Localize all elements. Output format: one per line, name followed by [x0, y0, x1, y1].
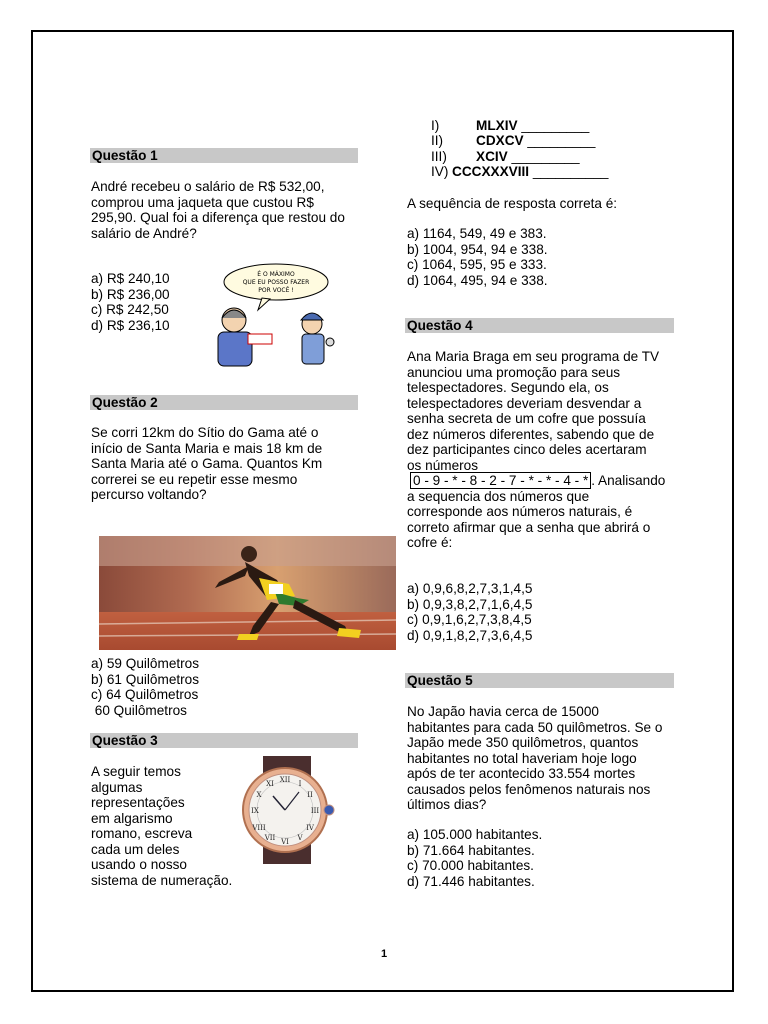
q5-header: Questão 5 [405, 673, 674, 688]
q4-line: dez participantes cinco deles acertaram [407, 442, 647, 457]
q5-options [407, 827, 542, 889]
q2-line: correrei se eu repetir esse mesmo [91, 471, 298, 487]
speech-line: É O MÁXIMO [257, 271, 295, 278]
q4-line: anunciou uma promoção para seus [407, 364, 621, 380]
svg-text:V: V [297, 834, 303, 842]
q4-option: d) 0,9,1,8,2,7,3,6,4,5 [407, 627, 533, 643]
q5-line: Japão mede 350 quilômetros, quantos [407, 735, 639, 750]
q3-option: d) 1064, 495, 94 e 338. [407, 272, 548, 288]
q4-options [407, 581, 532, 643]
q4-line: cofre é: [407, 535, 453, 550]
q3-option: c) 1064, 595, 95 e 333. [407, 257, 547, 272]
q5-line: últimos dias? [407, 797, 487, 812]
q2-header: Questão 2 [90, 395, 358, 410]
q3-question: A sequência de resposta correta é: [407, 196, 618, 211]
q3-line: sistema de numeração. [91, 872, 233, 888]
roman-index: IV) [431, 164, 449, 179]
q3-line: romano, escreva [91, 826, 193, 841]
svg-text:XI: XI [266, 780, 274, 788]
q4-line: . Analisando [591, 473, 666, 488]
q1-option: d) R$ 236,10 [91, 317, 170, 333]
watch-photo [221, 756, 351, 864]
q2-line: início de Santa Maria e mais 18 km de [91, 440, 323, 456]
svg-text:X: X [256, 791, 262, 799]
q1-options [91, 271, 170, 333]
q2-option: b) 61 Quilômetros [91, 671, 200, 687]
svg-text:IV: IV [306, 824, 314, 832]
q5-line: No Japão havia cerca de 15000 [407, 704, 599, 719]
speech-line: POR VOCÊ ! [258, 287, 294, 294]
q5-line: após de ter acontecido 33.554 mortes [407, 766, 636, 781]
q2-option: a) 59 Quilômetros [91, 656, 200, 671]
q5-line: habitantes no total haveriam hoje logo [407, 750, 637, 766]
q5-option: c) 70.000 habitantes. [407, 858, 534, 873]
speech-line: QUE EU POSSO FAZER [242, 279, 310, 286]
roman-value: MLXIV [476, 118, 518, 133]
q3-line: A seguir temos [91, 764, 181, 779]
q5-line: causados pelos fenômenos naturais nos [407, 781, 651, 797]
q2-text [91, 425, 322, 503]
q3-line: cada um deles [91, 841, 180, 857]
roman-index: II) [431, 133, 444, 148]
number-sequence-box: 0 - 9 - * - 8 - 2 - 7 - * - * - 4 - * [410, 472, 591, 489]
q1-option: c) R$ 242,50 [91, 302, 169, 317]
q4-line: telespectadores. Segundo ela, os [407, 380, 609, 395]
q1-text [91, 179, 345, 241]
q5-text [407, 704, 662, 813]
svg-text:VII: VII [264, 834, 276, 842]
roman-value: CDXCV [476, 133, 524, 148]
q3-options [407, 226, 548, 288]
q5-option: b) 71.664 habitantes. [407, 842, 535, 858]
q2-line: Se corri 12km do Sítio do Gama até o [91, 425, 319, 440]
q3-header: Questão 3 [90, 733, 358, 748]
q4-text [407, 349, 665, 551]
q4-header: Questão 4 [405, 318, 674, 333]
q4-line: os números [407, 457, 479, 473]
q4-line: dez números diferentes, sabendo que de [407, 426, 655, 442]
roman-row [431, 149, 580, 165]
q4-line: telespectadores deveriam desvendar a [407, 395, 642, 411]
q1-line: salário de André? [91, 225, 197, 241]
q1-header: Questão 1 [90, 148, 358, 163]
q1-option: b) R$ 236,00 [91, 286, 170, 302]
q3-line: usando o nosso [91, 857, 187, 872]
roman-row [431, 118, 589, 134]
q5-option: a) 105.000 habitantes. [407, 827, 543, 842]
svg-text:VIII: VIII [252, 824, 266, 832]
q2-options [91, 656, 199, 718]
page-number: 1 [380, 948, 388, 960]
q1-line: André recebeu o salário de R$ 532,00, [91, 179, 325, 194]
answer-blank: __________ [529, 164, 609, 179]
q4-line: a sequencia dos números que [407, 488, 590, 504]
svg-text:III: III [310, 807, 320, 815]
q4-line: Ana Maria Braga em seu programa de TV [407, 349, 660, 364]
q4-line: corresponde aos números naturais, é [407, 504, 633, 519]
roman-index: III) [431, 149, 447, 164]
q4-line: senha secreta de um cofre que possuía [407, 411, 646, 426]
q4-option: a) 0,9,6,8,2,7,3,1,4,5 [407, 581, 533, 596]
q1-line: 295,90. Qual foi a diferença que restou do [91, 210, 345, 225]
q4-option: c) 0,9,1,6,2,7,3,8,4,5 [407, 612, 532, 627]
q3-line: em algarismo [91, 810, 173, 826]
q2-line: Santa Maria até o Gama. Quantos Km [91, 456, 323, 471]
q3-option: b) 1004, 954, 94 e 338. [407, 241, 548, 257]
q1-line: comprou uma jaqueta que custou R$ [91, 194, 314, 210]
q5-option: d) 71.446 habitantes. [407, 873, 535, 889]
q2-line: percurso voltando? [91, 487, 207, 502]
q4-line: correto afirmar que a senha que abrirá o [407, 519, 651, 535]
roman-index: I) [431, 118, 440, 133]
svg-text:IX: IX [251, 807, 259, 815]
q3-text [91, 764, 232, 888]
svg-text:XII: XII [279, 776, 291, 784]
runner-photo [99, 536, 396, 650]
svg-text:II: II [307, 791, 313, 799]
q1-option: a) R$ 240,10 [91, 271, 170, 286]
answer-blank: _________ [507, 149, 580, 164]
roman-value: CCCXXXVIII [452, 164, 530, 179]
answer-blank: _________ [523, 133, 596, 148]
answer-blank: _________ [517, 118, 590, 133]
q3-option: a) 1164, 549, 49 e 383. [407, 226, 547, 241]
q2-option: 60 Quilômetros [91, 702, 187, 718]
sequence-line [407, 473, 665, 489]
svg-text:I: I [298, 780, 302, 788]
svg-text:VI: VI [281, 838, 289, 846]
q4-option: b) 0,9,3,8,2,7,1,6,4,5 [407, 596, 533, 612]
q3-line: algumas [91, 779, 143, 795]
q2-option: c) 64 Quilômetros [91, 687, 199, 702]
roman-value: XCIV [476, 149, 508, 164]
roman-row [431, 164, 608, 180]
cartoon-image [204, 262, 354, 372]
q5-line: habitantes para cada 50 quilômetros. Se o [407, 719, 663, 735]
roman-row [431, 133, 595, 149]
q3-line: representações [91, 795, 185, 810]
